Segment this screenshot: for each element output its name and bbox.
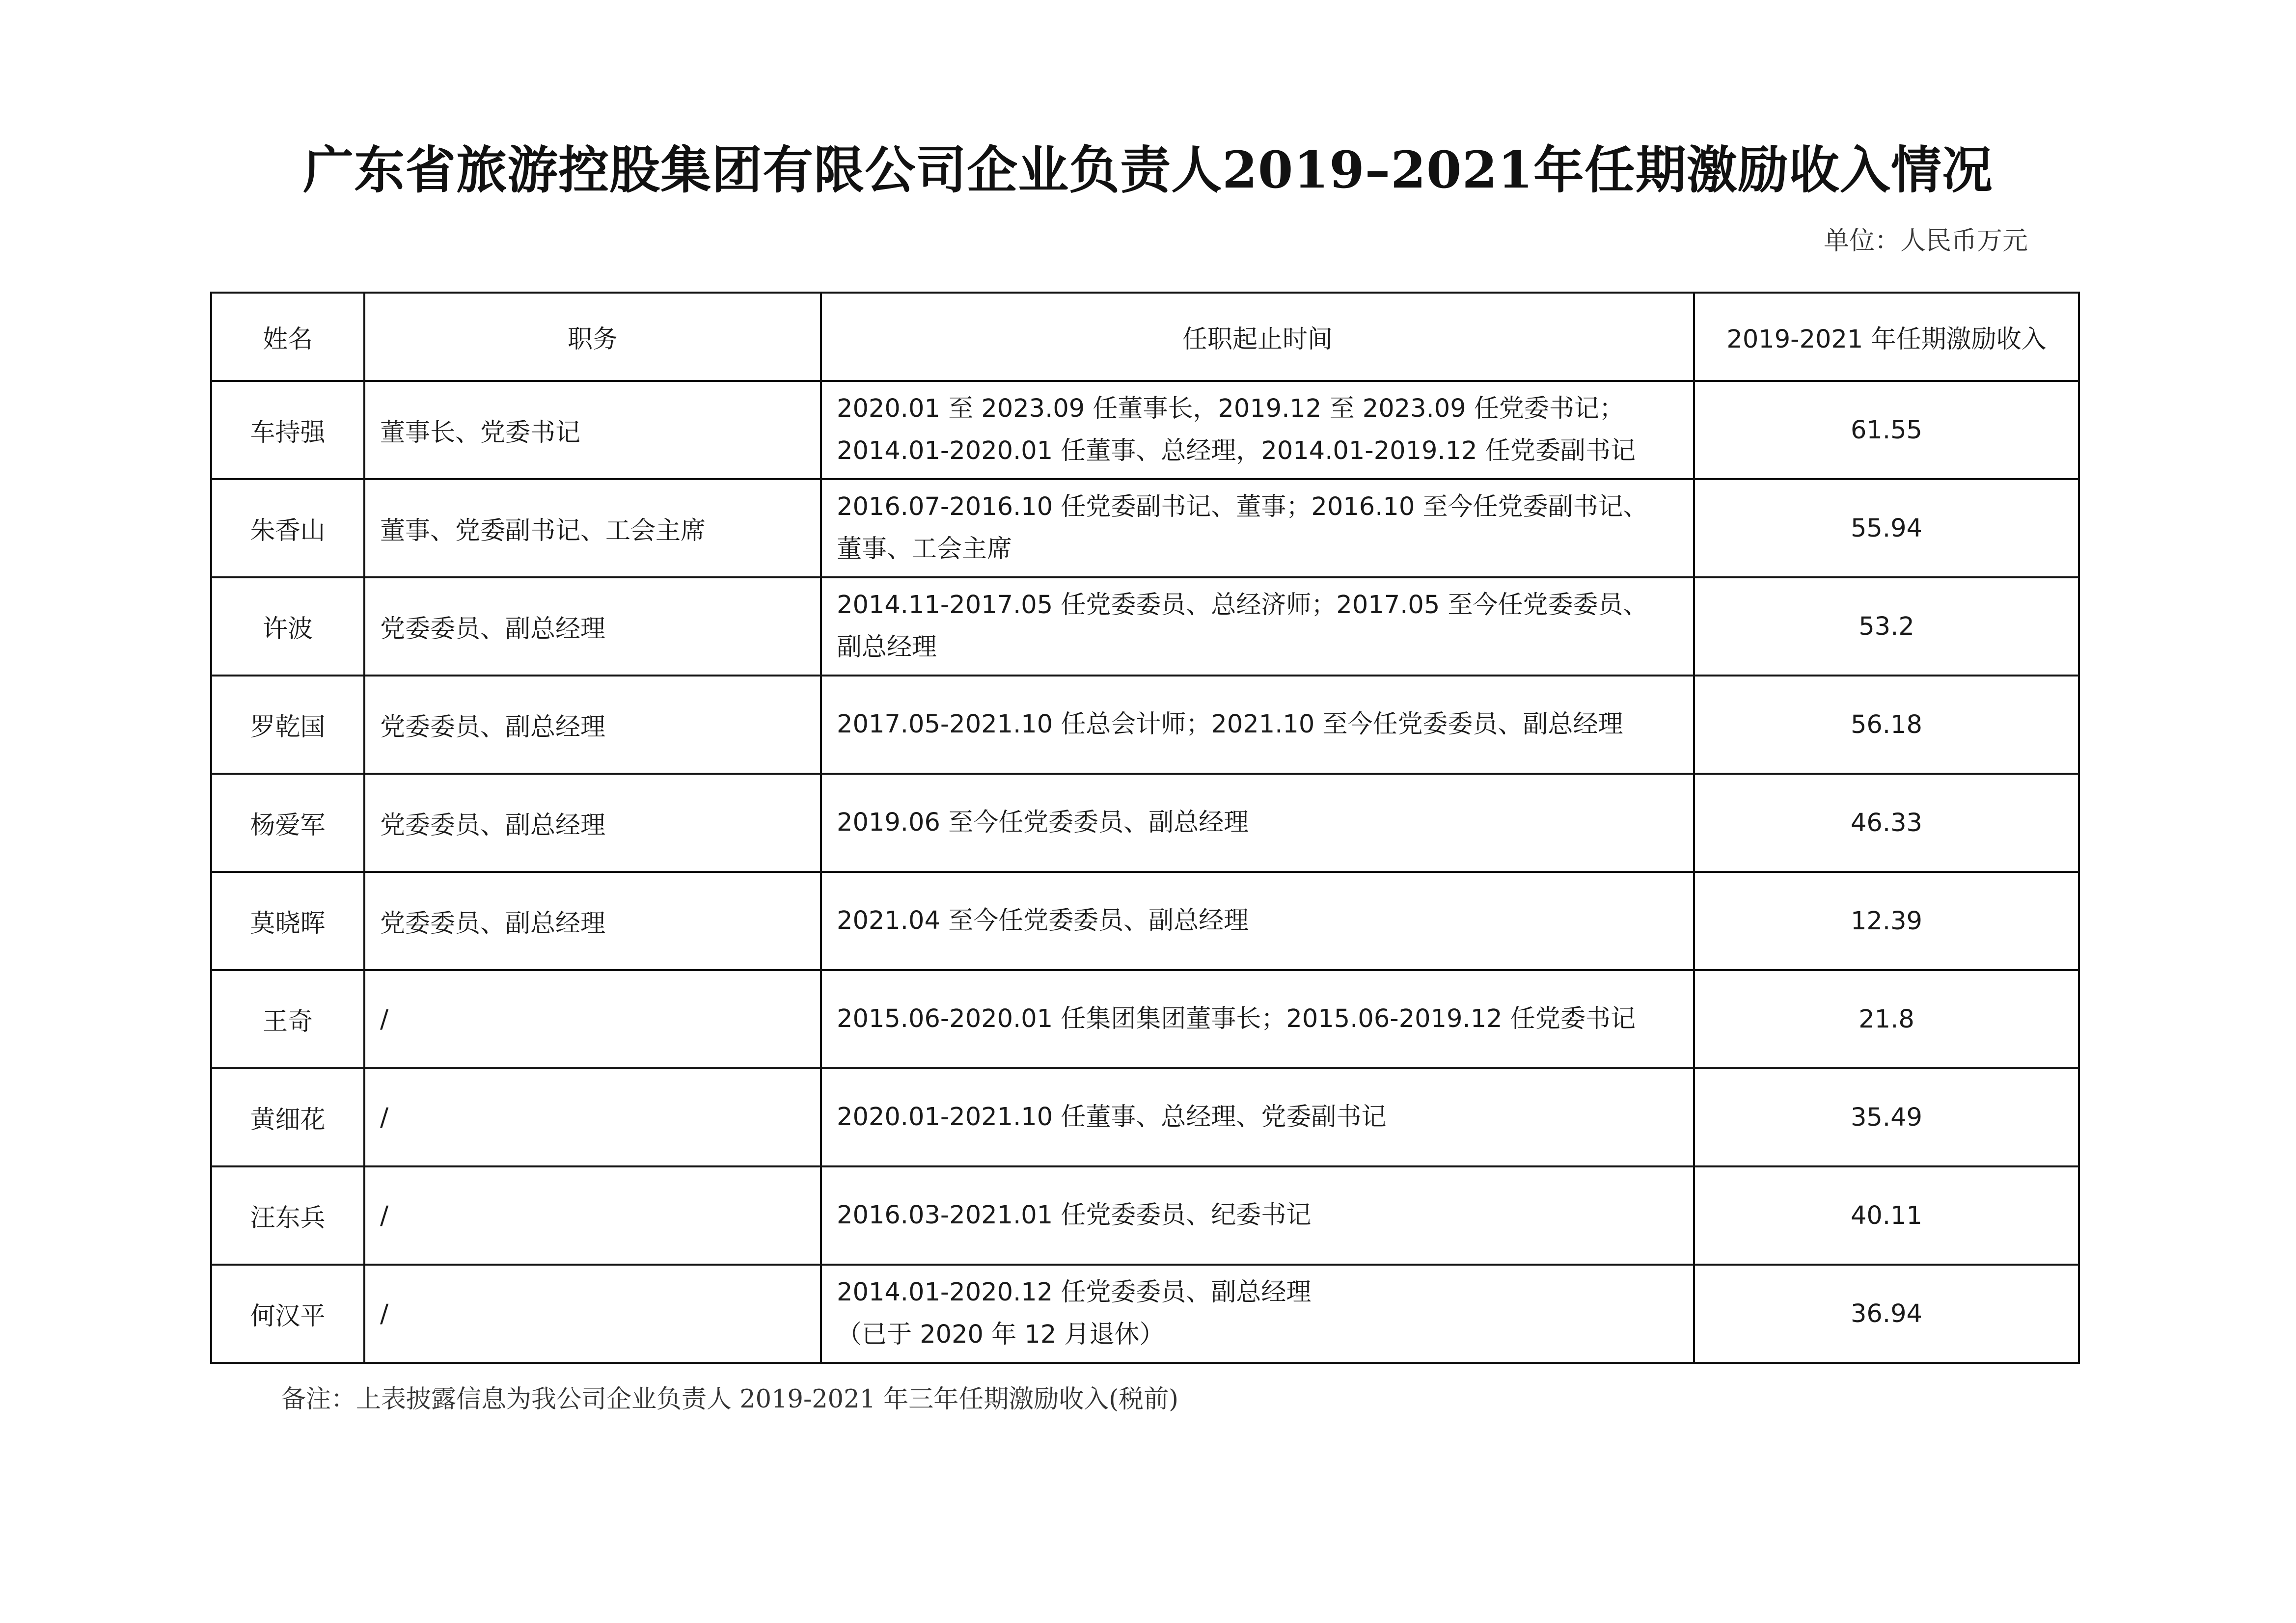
table-row (211, 1166, 2079, 1265)
table-row (211, 970, 2079, 1068)
cell-position: 党委委员、副总经理 (364, 676, 821, 774)
table-row (211, 381, 2079, 479)
cell-name: 莫晓晖 (211, 872, 364, 970)
cell-term (821, 479, 1694, 577)
cell-position: / (364, 1166, 821, 1265)
cell-name: 黄细花 (211, 1068, 364, 1166)
term-line: 2020.01-2021.10 任董事、总经理、党委副书记 (837, 1103, 1387, 1132)
term-line: 2019.06 至今任党委委员、副总经理 (837, 808, 1249, 837)
term-line: 董事、工会主席 (837, 535, 1012, 564)
table-row (211, 577, 2079, 676)
cell-name: 车持强 (211, 381, 364, 479)
cell-income: 61.55 (1694, 381, 2079, 479)
cell-income: 55.94 (1694, 479, 2079, 577)
cell-term (821, 676, 1694, 774)
cell-income: 35.49 (1694, 1068, 2079, 1166)
header-income: 2019-2021 年任期激励收入 (1694, 293, 2079, 381)
cell-income: 46.33 (1694, 774, 2079, 872)
cell-name: 何汉平 (211, 1265, 364, 1363)
cell-position: / (364, 1265, 821, 1363)
term-line: 2021.04 至今任党委委员、副总经理 (837, 906, 1249, 935)
header-name: 姓名 (211, 293, 364, 381)
term-line: 2016.03-2021.01 任党委委员、纪委书记 (837, 1201, 1312, 1230)
cell-term (821, 577, 1694, 676)
cell-term (821, 774, 1694, 872)
table-header-row (211, 293, 2079, 381)
table-row (211, 1265, 2079, 1363)
cell-name: 许波 (211, 577, 364, 676)
cell-position: 董事长、党委书记 (364, 381, 821, 479)
cell-income: 56.18 (1694, 676, 2079, 774)
term-line: 2014.11-2017.05 任党委委员、总经济师；2017.05 至今任党委委员、 (837, 591, 1648, 620)
cell-position: 董事、党委副书记、工会主席 (364, 479, 821, 577)
table-row (211, 676, 2079, 774)
cell-position: / (364, 970, 821, 1068)
cell-term (821, 381, 1694, 479)
cell-income: 36.94 (1694, 1265, 2079, 1363)
income-table (210, 292, 2080, 1364)
footnote: 备注：上表披露信息为我公司企业负责人 2019-2021 年三年任期激励收入(税前) (281, 1385, 1179, 1414)
table-row (211, 479, 2079, 577)
term-line: 2014.01-2020.12 任党委委员、副总经理 (837, 1278, 1312, 1307)
cell-income: 21.8 (1694, 970, 2079, 1068)
cell-position: 党委委员、副总经理 (364, 774, 821, 872)
table-row (211, 774, 2079, 872)
cell-position: 党委委员、副总经理 (364, 577, 821, 676)
term-line: 2020.01 至 2023.09 任董事长，2019.12 至 2023.09 任党委书记； (837, 394, 1624, 423)
cell-name: 王奇 (211, 970, 364, 1068)
table-row (211, 872, 2079, 970)
cell-name: 汪东兵 (211, 1166, 364, 1265)
table-row (211, 1068, 2079, 1166)
page-title: 广东省旅游控股集团有限公司企业负责人2019–2021年任期激励收入情况 (303, 140, 1993, 200)
cell-term (821, 872, 1694, 970)
term-line: 副总经理 (837, 633, 937, 662)
cell-term (821, 1068, 1694, 1166)
cell-term (821, 1265, 1694, 1363)
cell-term (821, 1166, 1694, 1265)
header-term: 任职起止时间 (821, 293, 1694, 381)
unit-label: 单位：人民币万元 (1823, 226, 2028, 256)
term-line: （已于 2020 年 12 月退休） (837, 1320, 1165, 1349)
cell-position: 党委委员、副总经理 (364, 872, 821, 970)
cell-income: 53.2 (1694, 577, 2079, 676)
cell-income: 40.11 (1694, 1166, 2079, 1265)
cell-income: 12.39 (1694, 872, 2079, 970)
term-line: 2017.05-2021.10 任总会计师；2021.10 至今任党委委员、副总经理 (837, 710, 1623, 739)
cell-term (821, 970, 1694, 1068)
table-body (211, 381, 2079, 1363)
cell-name: 杨爱军 (211, 774, 364, 872)
term-line: 2014.01-2020.01 任董事、总经理，2014.01-2019.12 任党委副书记 (837, 436, 1636, 465)
term-line: 2016.07-2016.10 任党委副书记、董事；2016.10 至今任党委副书记、 (837, 492, 1648, 521)
term-line: 2015.06-2020.01 任集团集团董事长；2015.06-2019.12 任党委书记 (837, 1004, 1636, 1033)
cell-name: 朱香山 (211, 479, 364, 577)
header-position: 职务 (364, 293, 821, 381)
cell-position: / (364, 1068, 821, 1166)
cell-name: 罗乾国 (211, 676, 364, 774)
